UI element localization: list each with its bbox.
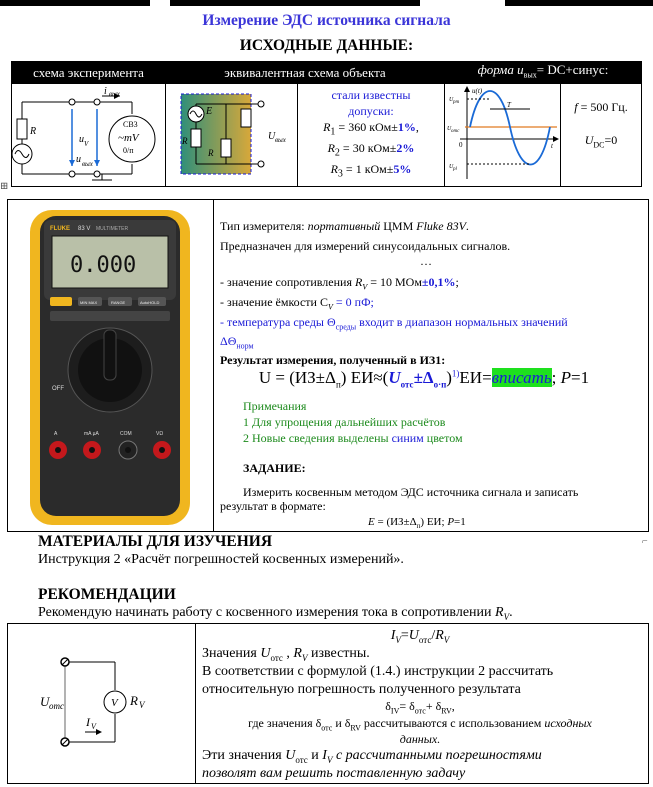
svg-text:MIN MAX: MIN MAX	[80, 300, 98, 305]
section-initial-data: ИСХОДНЫЕ ДАННЫЕ:	[239, 37, 414, 54]
svg-text:AutoHOLD: AutoHOLD	[140, 300, 160, 305]
known-values-line: Значения $U_{отс}$ , $R_V$ известны.	[202, 646, 370, 663]
ellipsis: …	[420, 254, 432, 268]
task-formula: $E = (ИЗ\pm\Delta_п)$ ЕИ; P=1	[368, 516, 466, 531]
equivalent-schematic	[166, 84, 297, 181]
waveform-cell	[444, 83, 560, 186]
svg-text:0/п: 0/п	[123, 145, 134, 155]
svg-text:R: R	[182, 135, 188, 146]
recommendations-text: Рекомендую начинать работу с косвенного измерения тока в сопротивлении $R_V$.	[38, 605, 513, 622]
params-cell	[560, 83, 641, 186]
tol-intro-1: стали известны	[331, 87, 411, 102]
svg-text:mA µA: mA µA	[84, 431, 99, 437]
write-in-field[interactable]: вписать	[491, 368, 552, 387]
udc-value: $U_{DC}=0$	[584, 132, 618, 150]
header-segment-left	[0, 0, 150, 6]
svg-text:pm: pm	[452, 99, 460, 105]
capacitance-line: - значение ёмкости $C_V = 0$ пФ;	[220, 295, 374, 312]
notes-title: Примечания	[243, 399, 307, 413]
svg-text:RANGE: RANGE	[111, 300, 126, 305]
svg-text:FLUKE: FLUKE	[50, 226, 70, 232]
svg-text:u: u	[76, 153, 81, 165]
meter-type-line: Тип измерителя: портативный ЦММ Fluke 83V.	[220, 219, 469, 233]
tolerances-cell	[298, 83, 445, 186]
experiment-schematic	[12, 84, 165, 181]
equivalent-schematic-cell	[166, 83, 298, 186]
svg-text:отс: отс	[49, 701, 64, 711]
freq-value: f = 500 Гц.	[574, 99, 628, 114]
svg-text:R: R	[30, 125, 37, 137]
instruction-line-2: относительную погрешность полученного результата	[202, 682, 521, 697]
task-title: ЗАДАНИЕ:	[243, 461, 306, 475]
header-segment-right	[505, 0, 653, 6]
delta-explanation-end: данных.	[399, 732, 441, 746]
col-header-waveform: форма $u_{вых}=$ DC+синус:	[444, 62, 641, 84]
multimeter-image	[30, 210, 190, 525]
materials-text: Инструкция 2 «Расчёт погрешностей косвенных измерений».	[38, 552, 404, 567]
svg-text:I: I	[86, 715, 90, 729]
top-header-strip	[0, 0, 653, 6]
side-marker: ⌐	[642, 536, 648, 547]
delta-explanation: где значения $\delta_{отс}$ и $\delta_{RV}$ рассчитываются с использованием исходных	[248, 716, 592, 733]
col-header-equivalent: эквивалентная схема объекта	[166, 62, 445, 84]
note-2: 2 Новые сведения выделены синим цветом	[243, 431, 463, 445]
svg-text:V: V	[84, 139, 89, 148]
experiment-schematic-cell	[12, 83, 166, 186]
svg-text:i: i	[104, 85, 107, 97]
result-title: Результат измерения, полученный в ИЗ1:	[220, 353, 446, 367]
recommendations-heading: РЕКОМЕНДАЦИИ	[38, 586, 176, 603]
svg-text:u(t): u(t)	[471, 86, 483, 95]
svg-text:V: V	[111, 697, 118, 709]
svg-text:u: u	[79, 133, 84, 145]
svg-text:U: U	[448, 96, 454, 103]
header-segment-mid	[170, 0, 420, 6]
tol-r3: $R_3 = 1$ кОм±5%	[330, 162, 412, 180]
waveform-plot	[445, 84, 560, 181]
svg-text:0.000: 0.000	[70, 253, 137, 278]
svg-text:вых: вых	[275, 135, 286, 144]
task-line-2: результат в формате:	[220, 499, 326, 513]
instruction-line-1: В соответствии с формулой (1.4.) инструкции 2 рассчитать	[202, 664, 554, 679]
svg-text:~mV: ~mV	[118, 131, 139, 144]
svg-text:pl: pl	[452, 166, 457, 172]
temperature-line: - температура среды $\Theta_{среды}$ входит в диапазон нормальных значений $\Delta\Theta_{норм}$	[220, 315, 568, 351]
svg-text:U: U	[268, 130, 276, 142]
page-title: Измерение ЭДС источника сигнала	[202, 12, 451, 29]
svg-text:V: V	[91, 722, 96, 731]
svg-text:U: U	[446, 125, 452, 132]
instrument-box-divider	[213, 200, 214, 531]
tol-intro-2: допуски:	[348, 103, 394, 118]
svg-text:VΩ: VΩ	[156, 431, 164, 437]
svg-text:t: t	[550, 141, 553, 150]
svg-text:СВ3: СВ3	[123, 119, 138, 129]
svg-text:вых: вых	[109, 89, 120, 98]
svg-text:U: U	[40, 694, 50, 709]
svg-text:U: U	[448, 163, 454, 170]
svg-text:A: A	[54, 431, 58, 437]
svg-text:V: V	[139, 700, 145, 710]
tol-r2: $R_2 = 30$ кОм±2%	[327, 140, 415, 159]
tol-r1: $R_1 = 360$ кОм±1%,	[323, 119, 419, 137]
table-anchor-marker: ⊞	[0, 181, 9, 192]
svg-text:T: T	[506, 100, 511, 109]
svg-text:отс: отс	[450, 128, 460, 134]
conclusion-line-1: Эти значения $U_{отс}$ и $I_V$ с рассчитанными погрешностями	[202, 748, 542, 765]
result-formula: $U = (ИЗ\pm\Delta_п)$ $ЕИ\approx(U_{отс}\pm\Delta_{о\cdot п})^{1)}ЕИ=вписать$; P=1	[258, 368, 590, 390]
conclusion-line-2: позволят вам решить поставленную задачу	[202, 766, 466, 781]
svg-text:COM: COM	[120, 431, 132, 437]
col-header-experiment: схема эксперимента	[12, 62, 166, 84]
materials-heading: МАТЕРИАЛЫ ДЛЯ ИЗУЧЕНИЯ	[38, 533, 273, 550]
meter-purpose-line: Предназначен для измерений синусоидальных сигналов.	[220, 239, 511, 253]
recommendation-box-divider	[195, 624, 196, 783]
svg-text:83 V: 83 V	[78, 226, 91, 232]
svg-text:R: R	[130, 693, 138, 708]
delta-formula: $\delta_{IV}= \delta_{отс}+ \delta_{RV}$,	[385, 699, 455, 716]
current-measurement-schematic	[40, 650, 170, 755]
svg-text:R: R	[208, 147, 214, 158]
current-formula: $I_V=U_{отс}/R_V$	[390, 628, 450, 645]
note-1: 1 Для упрощения дальнейших расчётов	[243, 415, 446, 429]
resistance-line: - значение сопротивления $R_V = 10$ МОм±0,1%;	[220, 275, 459, 292]
svg-text:0: 0	[458, 140, 463, 149]
svg-text:E: E	[206, 105, 213, 117]
svg-text:MULTIMETER: MULTIMETER	[96, 226, 129, 232]
task-line-1: Измерить косвенным методом ЭДС источника сигнала и записать	[243, 485, 579, 499]
svg-text:OFF: OFF	[52, 386, 64, 392]
initial-data-table	[11, 61, 642, 187]
svg-text:вых: вых	[82, 159, 93, 168]
